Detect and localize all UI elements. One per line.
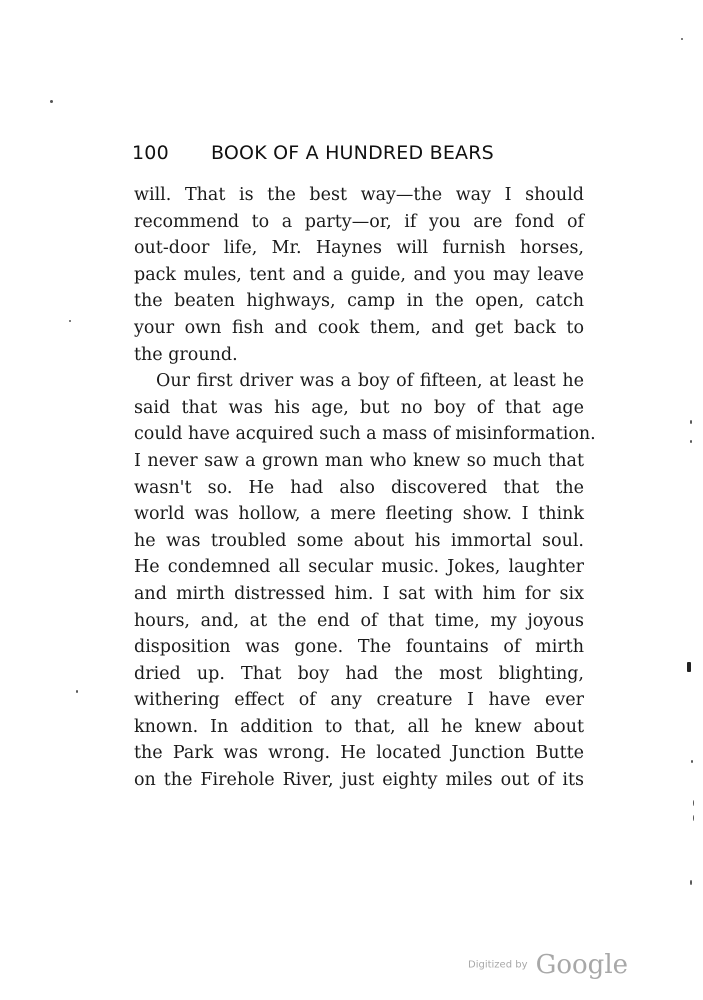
scan-speck	[50, 100, 53, 103]
google-wordmark: Google	[535, 950, 629, 980]
text-line: your own fish and cook them, and get back to	[134, 317, 584, 338]
text-line: wasn't so. He had also discovered that the	[134, 477, 584, 498]
scan-speck	[69, 320, 71, 322]
text-line: withering effect of any creature I have ever	[134, 690, 584, 711]
text-line: pack mules, tent and a guide, and you may leave	[134, 264, 584, 285]
scan-speck	[691, 760, 693, 763]
scan-speck	[693, 815, 694, 821]
page-number: 100	[132, 142, 169, 164]
text-line: will. That is the best way—the way I should	[134, 185, 584, 205]
text-line: hours, and, at the end of that time, my joyous	[134, 610, 584, 631]
text-line: known. In addition to that, all he knew about	[134, 716, 584, 737]
text-line: world was hollow, a mere fleeting show. I think	[134, 504, 584, 525]
scan-speck	[681, 38, 683, 40]
text-line: said that was his age, but no boy of that age	[134, 397, 584, 418]
text-line: the beaten highways, camp in the open, catch	[134, 291, 584, 312]
scan-speck	[690, 880, 692, 885]
scan-speck	[76, 690, 78, 693]
scan-speck	[687, 662, 691, 672]
text-line: he was troubled some about his immortal soul.	[134, 530, 584, 551]
text-line: the ground.	[134, 344, 238, 365]
running-title: BOOK OF A HUNDRED BEARS	[211, 142, 494, 164]
text-line: He condemned all secular music. Jokes, laughter	[134, 557, 584, 578]
text-line: I never saw a grown man who knew so much that	[134, 450, 584, 471]
text-line: could have acquired such a mass of misinformation.	[134, 424, 596, 445]
text-line: Our first driver was a boy of fifteen, at least he	[156, 371, 584, 392]
text-line: recommend to a party—or, if you are fond of	[134, 211, 584, 232]
digitized-label: Digitized by	[468, 959, 528, 971]
body-text	[134, 182, 596, 794]
scan-speck	[690, 440, 692, 443]
scan-speck	[690, 420, 692, 424]
text-line: the Park was wrong. He located Junction Butte	[134, 743, 584, 764]
scan-speck	[693, 800, 694, 806]
text-line: out-door life, Mr. Haynes will furnish horses,	[134, 238, 584, 259]
text-line: on the Firehole River, just eighty miles out of its	[134, 770, 584, 791]
text-line: disposition was gone. The fountains of mirth	[134, 637, 584, 658]
digitized-watermark	[468, 950, 628, 980]
text-line: and mirth distressed him. I sat with him for six	[134, 583, 584, 604]
running-header	[132, 142, 582, 168]
text-line: dried up. That boy had the most blighting,	[134, 663, 584, 684]
